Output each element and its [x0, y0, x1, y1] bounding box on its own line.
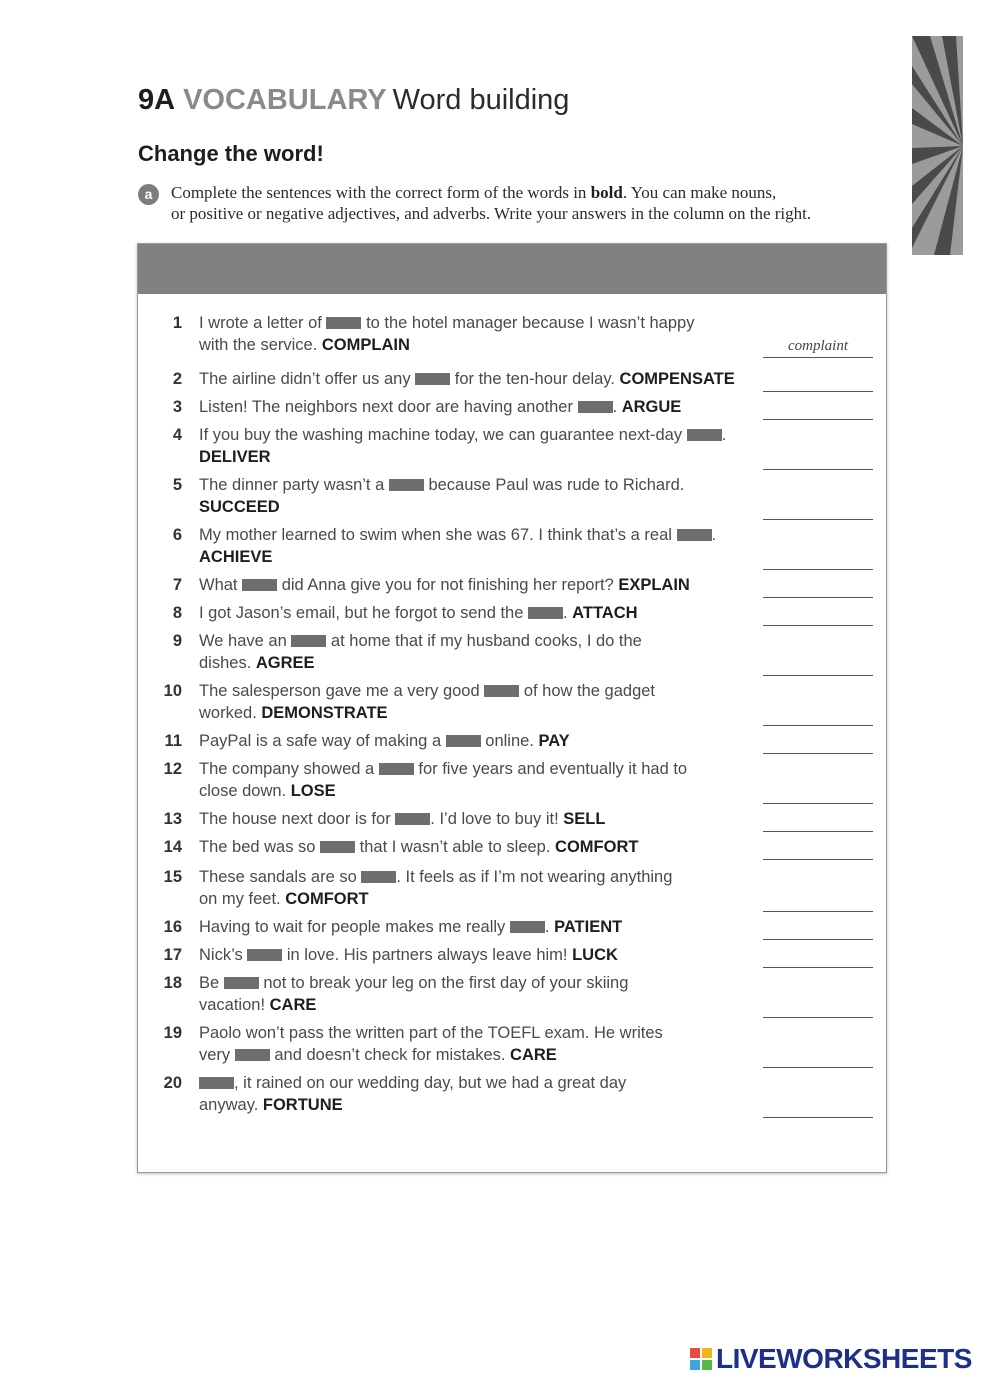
item-sentence — [199, 1072, 759, 1116]
item-sentence — [199, 574, 759, 596]
sentence-text: not to break your leg on the first day of your skiing — [258, 974, 629, 992]
sentence-line — [199, 574, 759, 596]
sentence-line — [199, 652, 759, 674]
answer-field[interactable] — [763, 809, 873, 832]
item-sentence — [199, 424, 759, 468]
instruction-bold: bold — [590, 183, 623, 202]
key-word: ATTACH — [572, 604, 638, 622]
sentence-text: at home that if my husband cooks, I do the — [326, 632, 642, 650]
sunburst-decoration — [912, 36, 963, 255]
key-word: COMFORT — [555, 838, 639, 856]
key-word: ARGUE — [621, 398, 682, 416]
answer-gap — [677, 529, 712, 541]
key-word: AGREE — [255, 654, 315, 672]
key-word: LUCK — [572, 946, 618, 964]
answer-field[interactable] — [763, 497, 873, 520]
logo-grid-icon — [690, 1348, 712, 1370]
answer-gap — [235, 1049, 270, 1061]
sentence-text: Be — [199, 974, 224, 992]
sentence-line — [199, 496, 759, 518]
sentence-line — [199, 680, 759, 702]
unit-topic: Word building — [392, 84, 570, 116]
answer-gap — [446, 735, 481, 747]
item-sentence — [199, 602, 759, 624]
item-sentence — [199, 396, 759, 418]
answer-field[interactable] — [763, 731, 873, 754]
sentence-line — [199, 524, 759, 546]
answer-gap — [528, 607, 563, 619]
item-number: 4 — [172, 426, 182, 444]
sentence-line — [199, 1072, 759, 1094]
sentence-line — [199, 758, 759, 780]
answer-gap — [578, 401, 613, 413]
exercise-instruction — [171, 182, 811, 224]
sentence-line — [199, 972, 759, 994]
logo-text: LIVEWORKSHEETS — [716, 1343, 972, 1374]
sentence-line — [199, 334, 759, 356]
answer-field[interactable] — [763, 945, 873, 968]
item-number: 11 — [164, 732, 182, 750]
sentence-text: The airline didn’t offer us any — [199, 370, 416, 388]
item-number: 10 — [163, 682, 182, 700]
sentence-text: close down. — [199, 782, 291, 800]
answer-gap — [224, 977, 259, 989]
answer-field[interactable] — [763, 335, 873, 358]
item-sentence — [199, 916, 759, 938]
sentence-text: for the ten-hour delay. — [450, 370, 620, 388]
sentence-text: . — [544, 918, 555, 936]
item-number: 18 — [163, 974, 182, 992]
sentence-text: vacation! — [199, 996, 270, 1014]
sentence-line — [199, 1044, 759, 1066]
item-sentence — [199, 680, 759, 724]
item-number: 9 — [172, 632, 182, 650]
sentence-line — [199, 944, 759, 966]
sentence-text: Nick’s — [199, 946, 248, 964]
answer-field[interactable] — [763, 369, 873, 392]
key-word: COMPLAIN — [321, 336, 410, 354]
item-number: 2 — [172, 370, 182, 388]
answer-gap — [415, 373, 450, 385]
sentence-text: . — [563, 604, 573, 622]
item-sentence — [199, 368, 759, 390]
sentence-text: dishes. — [199, 654, 256, 672]
answer-field[interactable] — [763, 917, 873, 940]
sentence-line — [199, 702, 759, 724]
sentence-text: Paolo won’t pass the written part of the TOEFL exam. He writes — [199, 1024, 663, 1042]
sentence-text: The bed was so — [199, 838, 321, 856]
key-word: SELL — [563, 810, 606, 828]
sentence-text: in love. His partners always leave him! — [282, 946, 573, 964]
item-number: 19 — [163, 1024, 182, 1042]
answer-gap — [510, 921, 545, 933]
item-sentence — [199, 836, 759, 858]
sentence-text: online. — [480, 732, 539, 750]
sentence-text: . It feels as if I’m not wearing anything — [396, 868, 673, 886]
sentence-line — [199, 836, 759, 858]
answer-gap — [247, 949, 282, 961]
key-word: EXPLAIN — [618, 576, 690, 594]
sentence-text: , it rained on our wedding day, but we had a great day — [234, 1074, 627, 1092]
sentence-line — [199, 630, 759, 652]
exercise-letter-badge: a — [138, 184, 159, 205]
answer-field[interactable] — [763, 547, 873, 570]
answer-field[interactable] — [763, 653, 873, 676]
sentence-text: The company showed a — [199, 760, 379, 778]
sentence-line — [199, 474, 759, 496]
sentence-text: . — [721, 426, 727, 444]
sentence-text: The house next door is for — [199, 810, 396, 828]
sentence-text: What — [199, 576, 243, 594]
sentence-text: The salesperson gave me a very good — [199, 682, 485, 700]
section-subtitle: Change the word! — [138, 141, 324, 166]
sentence-text: I wrote a letter of — [199, 314, 327, 332]
answer-field[interactable] — [763, 397, 873, 420]
sentence-line — [199, 1094, 759, 1116]
item-number: 5 — [172, 476, 182, 494]
item-sentence — [199, 1022, 759, 1066]
instruction-text: . You can make nouns, — [622, 183, 777, 202]
answer-field[interactable] — [763, 781, 873, 804]
sentence-line — [199, 602, 759, 624]
sentence-text: did Anna give you for not finishing her report? — [277, 576, 619, 594]
answer-field[interactable] — [763, 837, 873, 860]
sentence-line — [199, 808, 759, 830]
sentence-text: worked. — [199, 704, 262, 722]
sentence-text: that I wasn’t able to sleep. — [355, 838, 556, 856]
sentence-line — [199, 1022, 759, 1044]
instruction-text: Complete the sentences with the correct form of the words in — [171, 183, 591, 202]
key-word: CARE — [269, 996, 317, 1014]
sentence-text: These sandals are so — [199, 868, 362, 886]
answer-gap — [326, 317, 361, 329]
key-word: SUCCEED — [199, 498, 280, 516]
item-number: 8 — [172, 604, 182, 622]
answer-field[interactable] — [763, 889, 873, 912]
key-word: FORTUNE — [262, 1096, 343, 1114]
answer-gap — [320, 841, 355, 853]
sentence-text: Listen! The neighbors next door are having another — [199, 398, 578, 416]
sentence-line — [199, 866, 759, 888]
key-word: PAY — [538, 732, 570, 750]
answer-field[interactable] — [763, 575, 873, 598]
exercise-panel — [137, 243, 887, 1173]
sentence-line — [199, 994, 759, 1016]
sentence-text: . — [711, 526, 717, 544]
sentence-text: to the hotel manager because I wasn’t happy — [361, 314, 695, 332]
key-word: ACHIEVE — [199, 548, 273, 566]
item-number: 20 — [163, 1074, 182, 1092]
sentence-text: The dinner party wasn’t a — [199, 476, 389, 494]
sentence-text: and doesn’t check for mistakes. — [269, 1046, 511, 1064]
item-sentence — [199, 630, 759, 674]
sentence-text: If you buy the washing machine today, we can guarantee next-day — [199, 426, 687, 444]
item-sentence — [199, 866, 759, 910]
sentence-text: on my feet. — [199, 890, 286, 908]
instruction-line-1 — [171, 182, 811, 203]
item-sentence — [199, 808, 759, 830]
item-sentence — [199, 730, 759, 752]
answer-field[interactable] — [763, 703, 873, 726]
item-sentence — [199, 758, 759, 802]
item-sentence — [199, 524, 759, 568]
page-title — [138, 84, 569, 117]
sentence-line — [199, 780, 759, 802]
panel-header-band — [138, 244, 886, 294]
sentence-line — [199, 546, 759, 568]
sentence-line — [199, 424, 759, 446]
instruction-line-2: or positive or negative adjectives, and adverbs. Write your answers in the column on the right. — [171, 204, 812, 223]
answer-gap — [291, 635, 326, 647]
answer-gap — [484, 685, 519, 697]
answer-field[interactable] — [763, 1095, 873, 1118]
item-sentence — [199, 944, 759, 966]
key-word: DELIVER — [199, 448, 271, 466]
answer-gap — [242, 579, 277, 591]
key-word: COMFORT — [285, 890, 369, 908]
answer-field[interactable] — [763, 1045, 873, 1068]
answer-field[interactable] — [763, 995, 873, 1018]
item-number: 7 — [172, 576, 182, 594]
sentence-line — [199, 916, 759, 938]
sentence-text: . — [612, 398, 622, 416]
sentence-text: . I’d love to buy it! — [430, 810, 564, 828]
item-number: 12 — [163, 760, 182, 778]
sentence-text: PayPal is a safe way of making a — [199, 732, 446, 750]
sentence-line — [199, 396, 759, 418]
answer-gap — [389, 479, 424, 491]
key-word: DEMONSTRATE — [261, 704, 388, 722]
key-word: CARE — [510, 1046, 557, 1064]
item-number: 16 — [163, 918, 182, 936]
key-word: LOSE — [290, 782, 336, 800]
unit-code: 9A — [138, 84, 176, 116]
item-sentence — [199, 312, 759, 356]
answer-gap — [199, 1077, 234, 1089]
answer-gap — [687, 429, 722, 441]
item-sentence — [199, 972, 759, 1016]
sentence-text: We have an — [199, 632, 292, 650]
sentence-text: anyway. — [199, 1096, 263, 1114]
item-number: 1 — [172, 314, 182, 332]
item-number: 14 — [163, 838, 182, 856]
sentence-text: because Paul was rude to Richard. — [423, 476, 685, 494]
sentence-text: I got Jason’s email, but he forgot to send the — [199, 604, 528, 622]
unit-category: VOCABULARY — [183, 84, 387, 116]
sentence-text: Having to wait for people makes me really — [199, 918, 510, 936]
sentence-text: of how the gadget — [519, 682, 656, 700]
answer-field[interactable] — [763, 603, 873, 626]
item-number: 6 — [172, 526, 182, 544]
sentence-line — [199, 888, 759, 910]
key-word: COMPENSATE — [619, 370, 735, 388]
sentence-line — [199, 446, 759, 468]
answer-text: complaint — [788, 338, 848, 354]
answer-gap — [379, 763, 414, 775]
item-number: 17 — [163, 946, 182, 964]
answer-field[interactable] — [763, 447, 873, 470]
sentence-line — [199, 312, 759, 334]
item-number: 13 — [163, 810, 182, 828]
item-number: 15 — [163, 868, 182, 886]
answer-gap — [361, 871, 396, 883]
sentence-text: with the service. — [199, 336, 322, 354]
sentence-text: My mother learned to swim when she was 67. I think that’s a real — [199, 526, 677, 544]
key-word: PATIENT — [554, 918, 623, 936]
item-sentence — [199, 474, 759, 518]
sentence-text: for five years and eventually it had to — [413, 760, 688, 778]
sentence-line — [199, 730, 759, 752]
sentence-text: very — [199, 1046, 235, 1064]
item-number: 3 — [172, 398, 182, 416]
sentence-line — [199, 368, 759, 390]
answer-gap — [395, 813, 430, 825]
